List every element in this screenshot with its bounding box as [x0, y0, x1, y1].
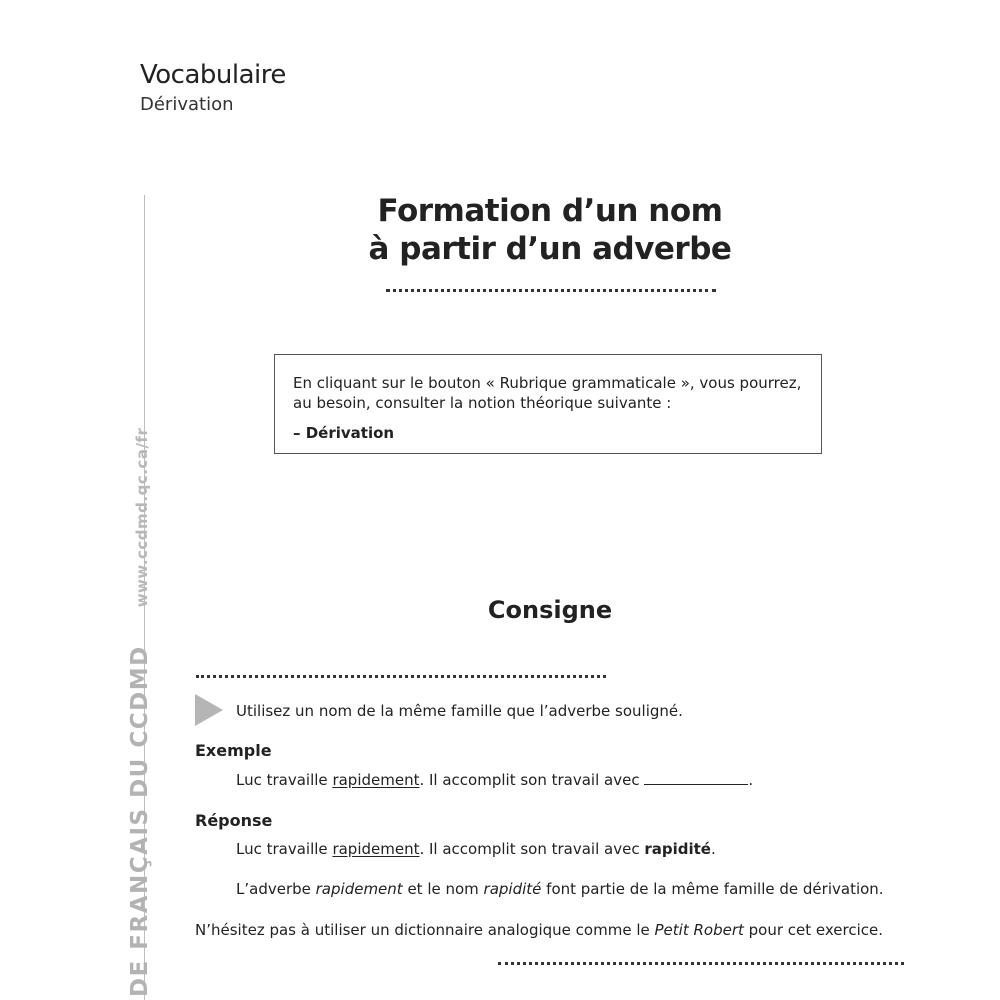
- answer-blank: [644, 772, 748, 785]
- play-arrow-icon: [195, 694, 223, 726]
- reponse-adverb: rapidement: [332, 840, 420, 858]
- tip-sentence: [195, 921, 883, 939]
- exemple-sentence: [236, 771, 753, 789]
- page-title-line1: Formation d’un nom: [377, 193, 723, 229]
- exemple-pre: Luc travaille: [236, 771, 333, 789]
- instruction-text: Utilisez un nom de la même famille que l’adverbe souligné.: [236, 702, 683, 720]
- consigne-heading: Consigne: [487, 596, 613, 624]
- explanation-adverb: rapidement: [315, 880, 403, 898]
- reponse-end: .: [710, 840, 716, 858]
- notice-item-derivation: – Dérivation: [293, 424, 395, 442]
- notice-line: En cliquant sur le bouton « Rubrique grammaticale », vous pourrez,: [293, 374, 802, 392]
- explanation-pre: L’adverbe: [236, 880, 316, 898]
- section-subtitle: Dérivation: [140, 94, 234, 115]
- page-title: [300, 192, 800, 268]
- reponse-label: Réponse: [195, 811, 273, 830]
- notice-box: [274, 354, 822, 454]
- reponse-sentence: [236, 840, 716, 858]
- page-title-line2: à partir d’un adverbe: [368, 231, 732, 267]
- exemple-post: . Il accomplit son travail avec: [419, 771, 645, 789]
- sidebar-url: www.ccdmd.qc.ca/fr: [133, 427, 151, 608]
- tip-pre: N’hésitez pas à utiliser un dictionnaire analogique comme le: [195, 921, 655, 939]
- bottom-dotted-rule: [498, 962, 904, 965]
- explanation-post: font partie de la même famille de dérivation.: [541, 880, 884, 898]
- explanation-noun: rapidité: [483, 880, 542, 898]
- explanation-mid: et le nom: [402, 880, 484, 898]
- exemple-label: Exemple: [195, 741, 272, 760]
- title-dotted-rule: [386, 289, 716, 292]
- notice-line: au besoin, consulter la notion théorique suivante :: [293, 394, 672, 412]
- reponse-pre: Luc travaille: [236, 840, 333, 858]
- reponse-answer: rapidité: [644, 840, 711, 858]
- exemple-adverb: rapidement: [332, 771, 420, 789]
- reponse-post: . Il accomplit son travail avec: [419, 840, 645, 858]
- consigne-dotted-rule: [196, 675, 606, 678]
- sidebar-brand: DE FRANÇAIS DU CCDMD: [127, 645, 153, 997]
- sidebar-vertical-text: [127, 428, 153, 997]
- exemple-end: .: [748, 771, 754, 789]
- tip-post: pour cet exercice.: [743, 921, 884, 939]
- section-title: Vocabulaire: [140, 60, 286, 90]
- explanation-sentence: [236, 880, 884, 898]
- tip-book: Petit Robert: [654, 921, 744, 939]
